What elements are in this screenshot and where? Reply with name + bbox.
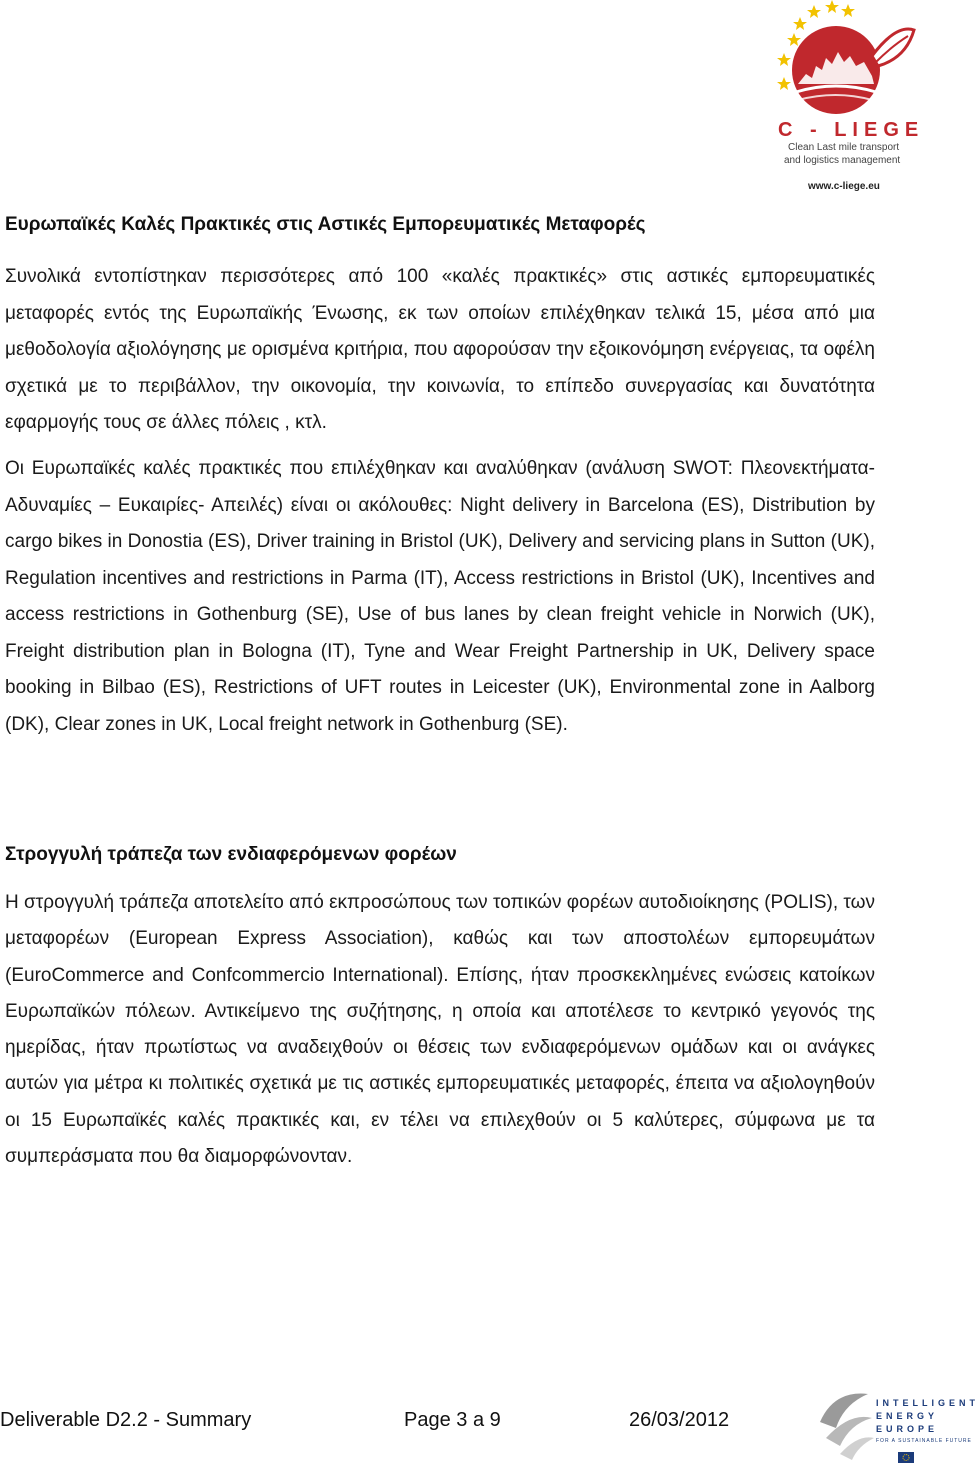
section-heading-round-table: Στρογγυλή τράπεζα των ενδιαφερόμενων φορέων: [5, 844, 457, 865]
c-liege-logo: [768, 0, 928, 198]
logo-line-energy: ENERGY: [876, 1411, 939, 1421]
logo-name: C - LIEGE: [778, 119, 925, 141]
footer-page-number: Page 3 a 9: [404, 1409, 501, 1431]
paragraph-summary: Συνολικά εντοπίστηκαν περισσότερες από 100 «καλές πρακτικές» στις αστικές εμπορευματικές μεταφορές εντός της Ευρωπαϊκής Ένωσης, εκ των οποίων επιλέχθηκαν τελικά 15, μέσα από μια μεθοδολογία αξιολόγησης με ορισμένα κριτήρια, που αφορούσαν την εξοικονόμηση ενέργειας, τα οφέλη σχετικά με το περιβάλλον, την οικονομία, την κοινωνία, το επίπεδο συνεργασίας και δυνατότητα εφαρμογής τους σε άλλες πόλεις , κτλ.: [5, 266, 875, 434]
logo-line-intelligent: INTELLIGENT: [876, 1398, 979, 1408]
paragraph-round-table: Η στρογγυλή τράπεζα αποτελείτο από εκπροσώπους των τοπικών φορέων αυτοδιοίκησης (POLIS), των μεταφορέων (European Express Association), καθώς και των αποστολέων εμπορευμάτων (EuroCommerce and Confcommercio International). Επίσης, ήταν προσκεκλημένες ενώσεις κατοίκων Ευρωπαϊκών πόλεων. Αντικείμενο της συζήτησης, η οποία και αποτέλεσε το κεντρικό γεγονός της ημερίδας, ήταν πρωτίστως να αναδειχθούν οι θέσεις των ενδιαφερόμενων ομάδων και οι ανάγκες αυτών για μέτρα κι πολιτικές σχετικά με τις αστικές εμπορευματικές μεταφορές, έπειτα να αξιολογηθούν οι 15 Ευρωπαϊκές καλές πρακτικές και, εν τέλει να επιλεχθούν οι 5 καλύτερες, σύμφωνα με τα συμπεράσματα που θα διαμορφώνονταν.: [5, 892, 875, 1168]
paragraph-practices-list: Οι Ευρωπαϊκές καλές πρακτικές που επιλέχθηκαν και αναλύθηκαν (ανάλυση SWOT: Πλεονεκτήματα- Αδυναμίες – Ευκαιρίες- Απειλές) είναι οι ακόλουθες: Night delivery in Barcelona (ES), Distribution by cargo bikes in Donostia (ES), Driver training in Bristol (UK), Delivery and servicing plans in Sutton (UK), Regulation incentives and restrictions in Parma (IT), Access restrictions in Bristol (UK), Incentives and access restrictions in Gothenburg (SE), Use of bus lanes by clean freight vehicle in Norwich (UK), Freight distribution plan in Bologna (IT), Tyne and Wear Freight Partnership in UK, Delivery space booking in Bilbao (ES), Restrictions of UFT routes in Leicester (UK), Environmental zone in Aalborg (DK), Clear zones in UK, Local freight network in Gothenburg (SE).: [5, 458, 875, 735]
footer-deliverable: Deliverable D2.2 - Summary: [0, 1409, 252, 1431]
logo-tagline-line2: and logistics management: [784, 155, 901, 166]
logo-tagline-line1: Clean Last mile transport: [788, 142, 900, 153]
footer-date: 26/03/2012: [629, 1409, 730, 1431]
logo-line-europe: EUROPE: [876, 1424, 939, 1434]
logo-url: www.c-liege.eu: [808, 181, 880, 192]
section-heading-best-practices: Ευρωπαϊκές Καλές Πρακτικές στις Αστικές Εμπορευματικές Μεταφορές: [5, 214, 646, 235]
logo-tagline: FOR A SUSTAINABLE FUTURE: [876, 1438, 972, 1444]
